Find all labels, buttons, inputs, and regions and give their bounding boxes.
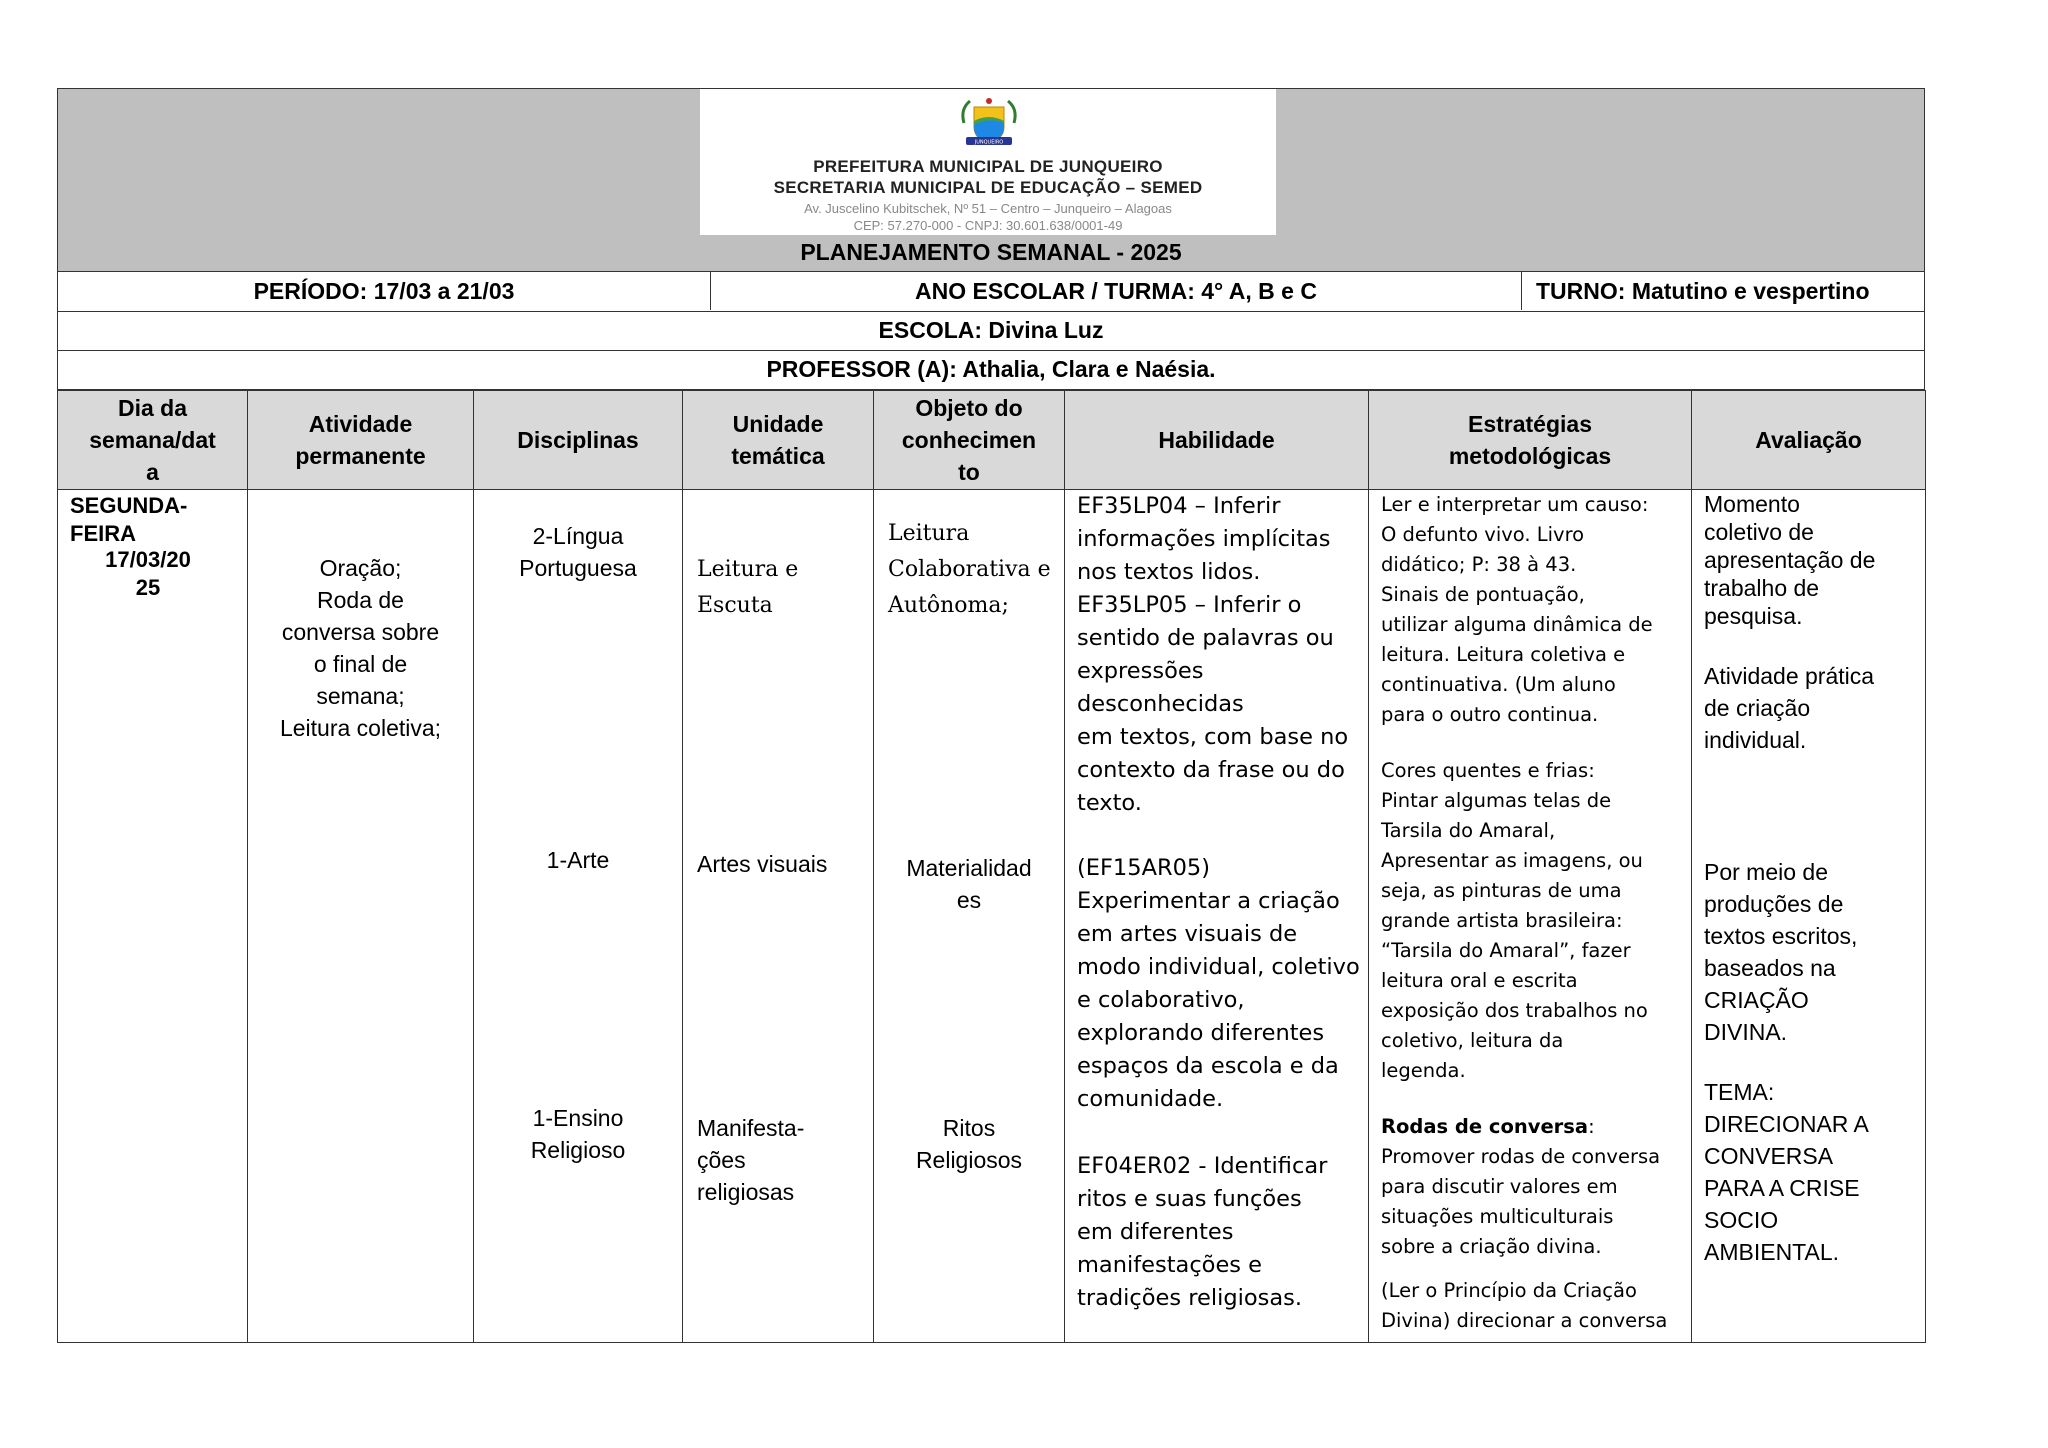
col-dia: Dia da semana/dat a (58, 391, 248, 490)
periodo: PERÍODO: 17/03 a 21/03 (58, 272, 711, 310)
col-objeto: Objeto do conhecimen to (874, 391, 1065, 490)
avaliacao-bloco3: Por meio de produções de textos escritos, baseados na CRIAÇÃO DIVINA. (1704, 859, 1858, 1045)
disciplina-ensino-religioso: 1-Ensino Religioso (530, 1105, 626, 1163)
cep-cnpj: CEP: 57.270-000 - CNPJ: 30.601.638/0001-49 (853, 218, 1123, 233)
ano-turma: ANO ESCOLAR / TURMA: 4° A, B e C (711, 272, 1522, 310)
cell-estrategias (1369, 490, 1692, 1343)
prefeitura-logo (700, 89, 1276, 235)
cell-atividade: Oração; Roda de conversa sobre o final de semana; Leitura coletiva; (248, 490, 474, 1343)
table-row (58, 490, 1926, 1343)
col-disciplinas: Disciplinas (474, 391, 683, 490)
avaliacao-bloco1: Momento coletivo de apresentação de trabalho de pesquisa. (1704, 491, 1876, 629)
avaliacao-bloco2: Atividade prática de criação individual. (1704, 663, 1875, 753)
table-header-row (58, 391, 1926, 490)
objeto-materialidades: Materialidad es (906, 855, 1032, 913)
cell-dia: SEGUNDA- FEIRA 17/03/20 25 (58, 490, 248, 1343)
disciplina-portugues: 2-Língua Portuguesa (519, 523, 637, 581)
col-atividade: Atividade permanente (248, 391, 474, 490)
cell-disciplinas (474, 490, 683, 1343)
address: Av. Juscelino Kubitschek, Nº 51 – Centro – Junqueiro – Alagoas (804, 201, 1172, 216)
habilidade-lp: EF35LP04 – Inferir informações implícitas nos textos lidos. EF35LP05 – Inferir o sentido de palavras ou expressões desconhecidas em textos, com base no contexto da frase ou do texto. (1077, 493, 1349, 816)
crest-icon (956, 93, 1022, 153)
cell-objeto (874, 490, 1065, 1343)
col-habilidade: Habilidade (1065, 391, 1369, 490)
escola: ESCOLA: Divina Luz (57, 312, 1925, 351)
objeto-ritos: Ritos Religiosos (915, 1115, 1023, 1173)
estrategia-bloco1: Ler e interpretar um causo: O defunto vivo. Livro didático; P: 38 à 43. Sinais de pontuação, utilizar alguma dinâmica de leitura. Leitura coletiva e continuativa. (Um aluno para o outro continua. (1381, 493, 1653, 726)
cell-unidade (683, 490, 874, 1343)
secretaria-name: SECRETARIA MUNICIPAL DE EDUCAÇÃO – SEMED (773, 178, 1203, 197)
planning-sheet (57, 88, 1925, 1343)
professor: PROFESSOR (A): Athalia, Clara e Naésia. (57, 351, 1925, 390)
unidade-manifestacoes: Manifesta- ções religiosas (697, 1115, 805, 1205)
habilidade-er: EF04ER02 - Identificar ritos e suas funções em diferentes manifestações e tradições religiosas. (1077, 1153, 1328, 1311)
avaliacao-bloco4: TEMA: DIRECIONAR A CONVERSA PARA A CRISE SOCIO AMBIENTAL. (1704, 1079, 1869, 1265)
header-banner (57, 88, 1925, 272)
habilidade-arte: (EF15AR05) Experimentar a criação em artes visuais de modo individual, coletivo e colaborativo, explorando diferentes espaços da escola e da comunidade. (1077, 855, 1360, 1112)
turno: TURNO: Matutino e vespertino (1536, 278, 1870, 304)
page-title: PLANEJAMENTO SEMANAL - 2025 (800, 239, 1182, 265)
disciplina-arte: 1-Arte (546, 847, 610, 873)
unidade-artes: Artes visuais (697, 851, 828, 877)
prefeitura-name: PREFEITURA MUNICIPAL DE JUNQUEIRO (813, 157, 1163, 176)
estrategia-bloco3: Rodas de conversa: Promover rodas de conversa para discutir valores em situações multiculturais sobre a criação divina. (1381, 1115, 1661, 1258)
estrategia-bloco2: Cores quentes e frias: Pintar algumas telas de Tarsila do Amaral, Apresentar as imagens, ou seja, as pinturas de uma grande artista brasileira: “Tarsila do Amaral”, fazer leitura oral e escrita exposição dos trabalhos no coletivo, leitura da legenda. (1381, 759, 1648, 1082)
estrategia-bloco4: (Ler o Princípio da Criação Divina) direcionar a conversa (1381, 1279, 1668, 1332)
crest-banner-text: JUNQUEIRO (974, 139, 1004, 146)
unidade-leitura: Leitura e Escuta (697, 557, 799, 618)
col-unidade: Unidade temática (683, 391, 874, 490)
col-estrategias: Estratégias metodológicas (1369, 391, 1692, 490)
cell-avaliacao (1692, 490, 1926, 1343)
cell-habilidade (1065, 490, 1369, 1343)
col-avaliacao: Avaliação (1692, 391, 1926, 490)
objeto-leitura: Leitura Colaborativa e Autônoma; (888, 521, 1051, 618)
planning-table (57, 390, 1926, 1343)
period-row (57, 272, 1925, 312)
